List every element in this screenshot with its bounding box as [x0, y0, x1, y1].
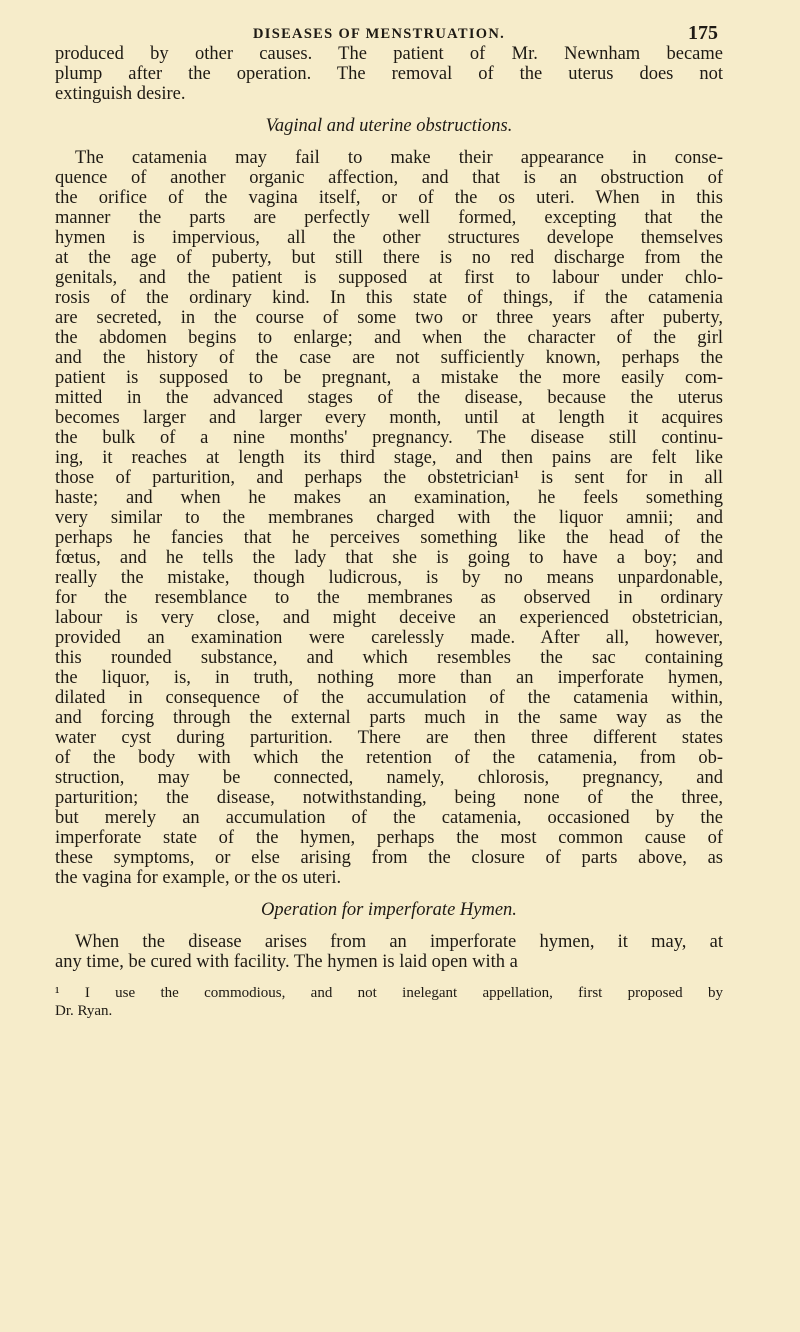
paragraph-2 — [55, 148, 723, 888]
para2-line: the liquor, is, in truth, nothing more than an imperforate hymen, — [55, 668, 723, 688]
para2-line: mitted in the advanced stages of the disease, because the uterus — [55, 388, 723, 408]
para2-line: parturition; the disease, notwithstanding, being none of the three, — [55, 788, 723, 808]
paragraph-3 — [55, 932, 723, 972]
para2-line: those of parturition, and perhaps the obstetrician¹ is sent for in all — [55, 468, 723, 488]
section-heading-vaginal-obstructions: Vaginal and uterine obstructions. — [265, 116, 513, 136]
para3-line: When the disease arises from an imperforate hymen, it may, at — [75, 932, 723, 952]
para2-line: these symptoms, or else arising from the closure of parts above, as — [55, 848, 723, 868]
para2-line: hymen is impervious, all the other structures develope themselves — [55, 228, 723, 248]
running-head: DISEASES OF MENSTRUATION. — [253, 26, 506, 42]
para2-line: very similar to the membranes charged with the liquor amnii; and — [55, 508, 723, 528]
section-heading-operation: Operation for imperforate Hymen. — [261, 900, 517, 920]
para2-line: dilated in consequence of the accumulation of the catamenia within, — [55, 688, 723, 708]
para2-line: of the body with which the retention of the catamenia, from ob- — [55, 748, 723, 768]
para2-line: for the resemblance to the membranes as observed in ordinary — [55, 588, 723, 608]
para2-line: genitals, and the patient is supposed at first to labour under chlo- — [55, 268, 723, 288]
para2-line: fœtus, and he tells the lady that she is going to have a boy; and — [55, 548, 723, 568]
footnote-line: Dr. Ryan. — [55, 1003, 113, 1019]
para1-line: extinguish desire. — [55, 84, 186, 104]
para2-line: struction, may be connected, namely, chlorosis, pregnancy, and — [55, 768, 723, 788]
para3-line: any time, be cured with facility. The hymen is laid open with a — [55, 952, 518, 972]
page-number: 175 — [688, 22, 718, 44]
para2-line: and the history of the case are not sufficiently known, perhaps the — [55, 348, 723, 368]
para2-line: at the age of puberty, but still there is no red discharge from the — [55, 248, 723, 268]
para2-line: are secreted, in the course of some two or three years after puberty, — [55, 308, 723, 328]
para2-line: really the mistake, though ludicrous, is by no means unpardonable, — [55, 568, 723, 588]
para2-line: the abdomen begins to enlarge; and when the character of the girl — [55, 328, 723, 348]
para2-line: and forcing through the external parts much in the same way as the — [55, 708, 723, 728]
para2-line: provided an examination were carelessly made. After all, however, — [55, 628, 723, 648]
para1-line: produced by other causes. The patient of Mr. Newnham became — [55, 44, 723, 64]
para2-line: water cyst during parturition. There are then three different states — [55, 728, 723, 748]
para2-line: quence of another organic affection, and that is an obstruction of — [55, 168, 723, 188]
para2-line: patient is supposed to be pregnant, a mistake the more easily com- — [55, 368, 723, 388]
footnote-line: ¹ I use the commodious, and not inelegant appellation, first proposed by — [55, 985, 723, 1001]
para2-line: this rounded substance, and which resembles the sac containing — [55, 648, 723, 668]
para2-line: haste; and when he makes an examination, he feels something — [55, 488, 723, 508]
para2-line: labour is very close, and might deceive an experienced obstetrician, — [55, 608, 723, 628]
paragraph-1 — [55, 44, 723, 104]
para2-line: the bulk of a nine months' pregnancy. The disease still continu- — [55, 428, 723, 448]
para2-line: manner the parts are perfectly well formed, excepting that the — [55, 208, 723, 228]
para2-line: perhaps he fancies that he perceives something like the head of the — [55, 528, 723, 548]
para2-line: rosis of the ordinary kind. In this state of things, if the catamenia — [55, 288, 723, 308]
footnote — [55, 984, 723, 1020]
page-body — [55, 44, 723, 1020]
para1-line: plump after the operation. The removal of the uterus does not — [55, 64, 723, 84]
para2-line: becomes larger and larger every month, until at length it acquires — [55, 408, 723, 428]
para2-line: imperforate state of the hymen, perhaps the most common cause of — [55, 828, 723, 848]
para2-line: but merely an accumulation of the catamenia, occasioned by the — [55, 808, 723, 828]
para2-line: ing, it reaches at length its third stage, and then pains are felt like — [55, 448, 723, 468]
para2-line: The catamenia may fail to make their appearance in conse- — [75, 148, 723, 168]
para2-line: the vagina for example, or the os uteri. — [55, 868, 342, 888]
para2-line: the orifice of the vagina itself, or of the os uteri. When in this — [55, 188, 723, 208]
